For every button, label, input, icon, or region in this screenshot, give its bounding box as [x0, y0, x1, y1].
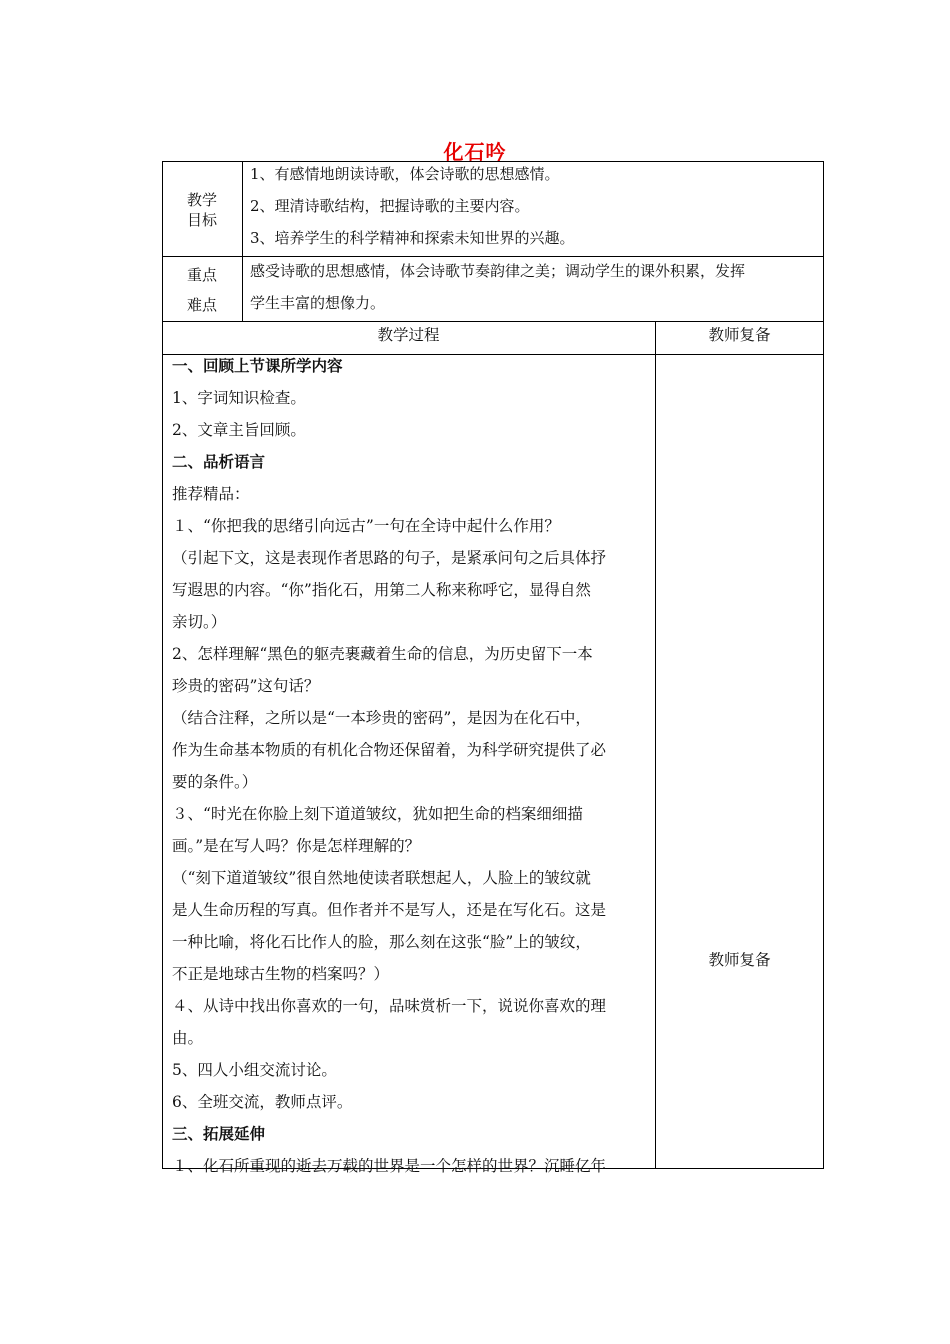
- list-item: 写遐思的内容。“你”指化石，用第二人称来称呼它，显得自然: [172, 581, 591, 599]
- goal-item: 3、培养学生的科学精神和探索未知世界的兴趣。: [250, 229, 575, 247]
- goal-item: 1、有感情地朗读诗歌，体会诗歌的思想感情。: [250, 165, 560, 183]
- section-heading: 二、品析语言: [172, 452, 266, 471]
- list-item: 由。: [172, 1029, 204, 1047]
- key-points: [250, 255, 815, 319]
- list-item: 2、怎样理解“黑色的躯壳裹藏着生命的信息，为历史留下一本: [172, 645, 593, 663]
- section-heading: 三、拓展延伸: [172, 1124, 266, 1143]
- list-item: （“刻下道道皱纹”很自然地使读者联想起人，人脸上的皱纹就: [172, 869, 591, 887]
- list-item: 作为生命基本物质的有机化合物还保留着，为科学研究提供了必: [172, 741, 607, 759]
- row-divider: [162, 321, 824, 322]
- process-content: [172, 350, 648, 1182]
- list-item: 5、四人小组交流讨论。: [172, 1061, 337, 1079]
- list-item: 6、全班交流，教师点评。: [172, 1093, 353, 1111]
- list-item: 一种比喻，将化石比作人的脸，那么刻在这张“脸”上的皱纹，: [172, 933, 591, 951]
- page-title: 化石吟: [443, 140, 507, 164]
- list-item: 2、文章主旨回顾。: [172, 421, 306, 439]
- list-item: １、化石所重现的逝去万载的世界是一个怎样的世界？沉睡亿年: [172, 1157, 607, 1175]
- column-divider: [655, 321, 656, 1169]
- list-item: 要的条件。）: [172, 773, 258, 791]
- key-line: 学生丰富的想像力。: [250, 294, 386, 312]
- goals-label: 教学 目标: [186, 191, 217, 229]
- list-item: 推荐精品：: [172, 485, 250, 503]
- list-item: （引起下文，这是表现作者思路的句子，是紧承问句之后具体抒: [172, 549, 607, 567]
- list-item: ３、“时光在你脸上刻下道道皱纹，犹如把生命的档案细细描: [172, 805, 583, 823]
- list-item: 是人生命历程的写真。但作者并不是写人，还是在写化石。这是: [172, 901, 607, 919]
- column-divider: [242, 161, 243, 321]
- list-item: ４、从诗中找出你喜欢的一句，品味赏析一下，说说你喜欢的理: [172, 997, 607, 1015]
- key-line: 感受诗歌的思想感情，体会诗歌节奏韵律之美；调动学生的课外积累，发挥: [250, 262, 746, 280]
- notes-header: 教师复备: [708, 326, 771, 344]
- list-item: 亲切。）: [172, 613, 227, 631]
- list-item: 珍贵的密码”这句话？: [172, 677, 320, 695]
- list-item: 1、字词知识检查。: [172, 389, 306, 407]
- list-item: 画。”是在写人吗？你是怎样理解的？: [172, 837, 421, 855]
- key-label: 重点 难点: [186, 266, 217, 314]
- section-heading: 一、回顾上节课所学内容: [172, 356, 343, 375]
- notes-cell: 教师复备: [708, 951, 771, 969]
- goals-list: [250, 158, 815, 254]
- process-header: 教学过程: [377, 326, 440, 344]
- list-item: （结合注释，之所以是“一本珍贵的密码”，是因为在化石中，: [172, 709, 591, 727]
- list-item: 不正是地球古生物的档案吗？）: [172, 965, 390, 983]
- list-item: １、“你把我的思绪引向远古”一句在全诗中起什么作用？: [172, 517, 560, 535]
- goal-item: 2、理清诗歌结构，把握诗歌的主要内容。: [250, 197, 530, 215]
